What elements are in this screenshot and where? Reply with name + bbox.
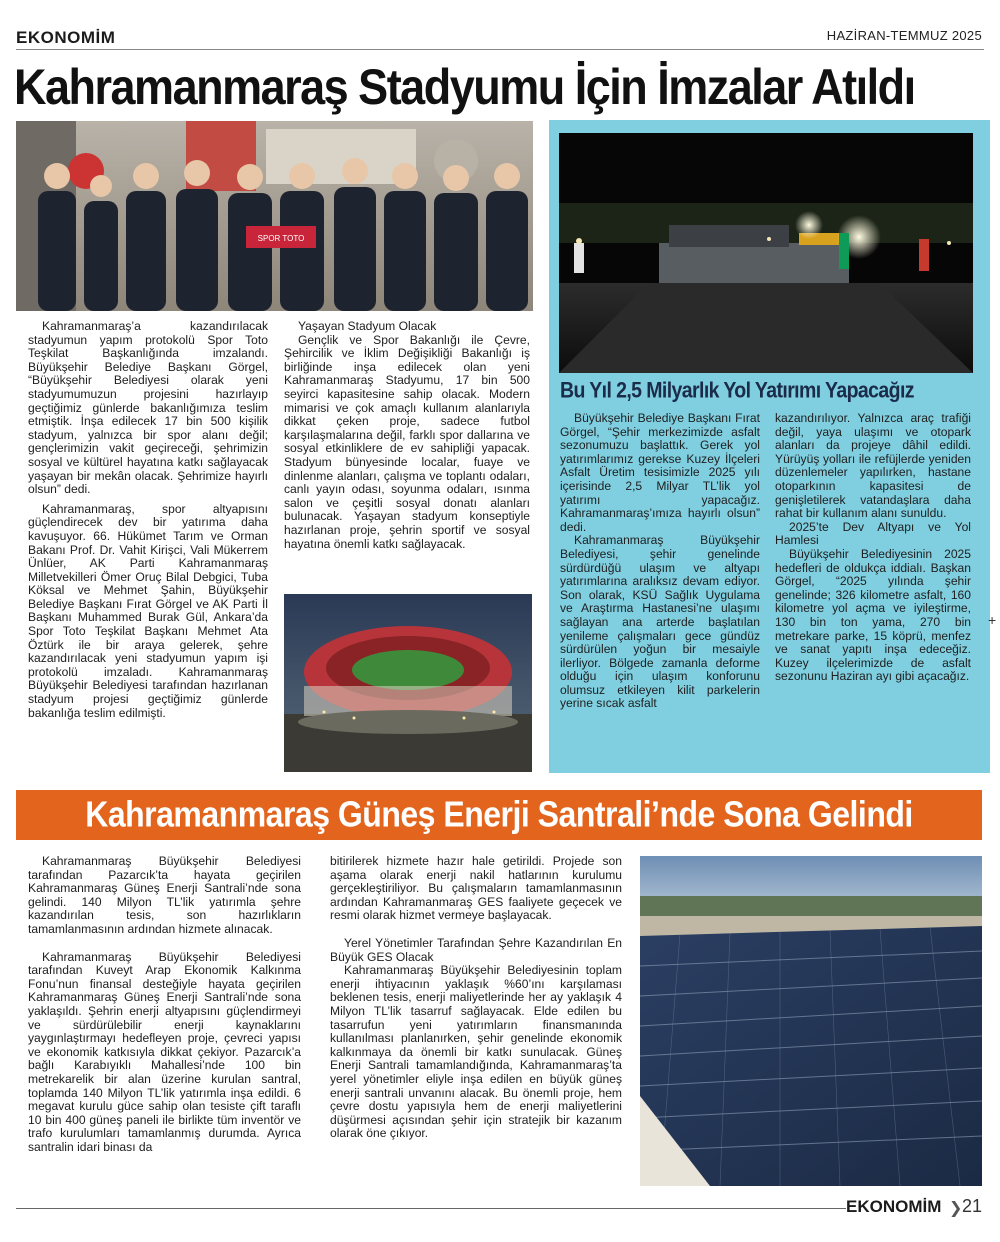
paragraph: Kahramanmaraş, spor altyapısını güçlendirecek dev bir yatırıma daha kavuşuyor. 66. Hükümet Tarım ve Orman Bakanı Prof. Dr. Vahit Kirişci, Vali Mükerrem Ünlüer, AK Parti Kahramanmaraş Milletvekilleri Ömer Oruç Bilal Debgici, Tuba Köksal ve Mehmet Şahin, Büyükşehir Belediye Başkanı Fırat Görgel ve AK Parti İl Başkanı Muhammed Burak Gül, Ankara’da Spor Toto Teşkilat Başkanı Mehmet Ata Öztürk ile bir araya gelerek, şehre kazandırılacak yeni stadyumun yapım işi protokolü imzaladı. Kahramanmaraş Büyükşehir Belediyesi tarafından hazırlanan stadyum projesi geçtiğimiz günlerde bakanlığa teslim edilmişti. bbox=[28, 501, 268, 720]
paragraph: Büyükşehir Belediyesinin 2025 hedefleri de oldukça iddialı. Başkan Görgel, “2025 yılında şehir genelinde; 326 kilometre asfalt, 160 kilometre yol açma ve iyileştirme, 130 bin ton yama, 270 bin metrekare parke, 15 köprü, menfez ve sanat yapıtı inşa edeceğiz. Kuzey ilçelerimizde de asfalt sezonunu Haziran ayı gibi açacağız. bbox=[775, 546, 971, 684]
article2-column1 bbox=[560, 412, 760, 711]
paragraph: Kahramanmaraş Büyükşehir Belediyesi, şehir genelinde sürdürdüğü ulaşım ve altyapı yatırımlarına aralıksız devam ediyor. Son olarak, KSÜ Sağlık Uygulama ve Araştırma Hastanesi’ne ulaşımı sağlayan ana arterde başlatılan yenileme çalışmaları gece gündüz sürdürülen yoğun bir mesaiyle ilerliyor. Bölgede zamanla deforme olduğu için ulaşım konforunu olumsuz etkileyen kilit parkelerin yerine sıcak asfalt bbox=[560, 533, 760, 711]
paragraph: Kahramanmaraş’a kazandırılacak stadyumun yapım protokolü Spor Toto Teşkilat Başkanlığında imzalandı. Büyükşehir Belediye Başkanı Görgel, “Büyükşehir Belediyesi olarak yeni stadyumumuzun projesini hazırlayıp geçtiğimiz günlerde bakanlığımıza teslim etmiştik. İnşa edilecek 17 bin 500 kişilik stadyum, yalnızca bir spor alanı değil; gençlerimizin vakit geçireceği, şehrimizin sosyal ve kültürel hayatına katkı sağlayacak yaşayan bir mekân olacak. Şehrimize hayırlı olsun” dedi. bbox=[28, 319, 268, 497]
header-divider bbox=[16, 49, 984, 50]
issue-date: HAZİRAN-TEMMUZ 2025 bbox=[826, 28, 982, 43]
paragraph: Kahramanmaraş Büyükşehir Belediyesinin toplam enerji ihtiyacının yaklaşık %60’ını karşılaması beklenen tesis, enerji maliyetlerinde her ay yaklaşık 4 Milyon TL’lik tasarruf sağlayacak. Elde edilen bu tasarrufun yeni yatırımların finansmanında kullanılması planlanırken, şehir genelinde ekonomik kalkınmaya da önemli bir katkı sunulacak. Güneş Enerji Santrali tamamlandığında, Kahramanmaraş’ta yerel yönetimler eliyle inşa edilen en büyük güneş enerji santrali unvanını alacak. Bu önemli proje, hem çevre dostu yapısıyla hem de enerji maliyetlerini düşürmesi açısından şehir için stratejik bir kazanım olarak öne çıkıyor. bbox=[330, 963, 622, 1141]
footer-section-label: EKONOMİM bbox=[846, 1197, 942, 1216]
paragraph: Büyükşehir Belediye Başkanı Fırat Görgel, “Şehir merkezimizde asfalt sezonumuzu başlattık. Gerek yol yatırımlarımız gerekse Kuzey İlçeleri Asfalt Üretim tesisimizle 2025 yılı içerisinde 2,5 Milyar TL’lik yol yatırımı yapacağız. Kahramanmaraş’ımıza hayırlı olsun” dedi. bbox=[560, 411, 760, 534]
article1-column2 bbox=[284, 320, 530, 551]
stadium-render-image bbox=[284, 594, 532, 772]
night-asphalt-photo bbox=[559, 133, 973, 373]
folder-logo-text: SPOR TOTO bbox=[257, 234, 305, 243]
article1-subheading: Yaşayan Stadyum Olacak bbox=[298, 319, 437, 333]
section-label: EKONOMİM bbox=[16, 28, 116, 47]
signing-ceremony-photo bbox=[16, 121, 533, 311]
solar-plant-headline: Kahramanmaraş Güneş Enerji Santrali’nde Sona Gelindi bbox=[85, 794, 913, 835]
main-headline: Kahramanmaraş Stadyumu İçin İmzalar Atıldı bbox=[14, 58, 915, 116]
article3-subheading: Yerel Yönetimler Tarafından Şehre Kazandırılan En Büyük GES Olacak bbox=[330, 935, 622, 964]
paragraph: Gençlik ve Spor Bakanlığı ile Çevre, Şehircilik ve İklim Değişikliği Bakanlığı iş birliğinde inşa edilecek olan yeni Kahramanmaraş Stadyumu, 17 bin 500 seyirci kapasitesine sahip olacak. Modern mimarisi ve çok amaçlı kullanım alanlarıyla dikkat çeken proje, sadece futbol karşılaşmalarına değil, farklı spor dallarına ve sosyal etkinliklere de ev sahipliği yapacak. Stadyum bünyesinde localar, fuaye ve dinlenme alanları, çalışma ve toplantı odaları, canlı yayın odası, soyunma odaları, ısınma salon ve çeşitli sosyal donatı alanları bulunacak. Yaşayan stadyum konseptiyle hazırlanan proje, şehrin sportif ve sosyal hayatına önemli katkı sağlayacak. bbox=[284, 332, 530, 551]
article1-column1 bbox=[28, 320, 268, 720]
crop-mark-icon: + bbox=[988, 612, 997, 628]
article3-column1 bbox=[28, 855, 301, 1154]
solar-plant-banner bbox=[16, 790, 982, 840]
article2-subheading: 2025’te Dev Altyapı ve Yol Hamlesi bbox=[775, 519, 971, 548]
chevron-right-icon: ❯ bbox=[949, 1200, 963, 1217]
page-number: 21 bbox=[962, 1196, 983, 1216]
paragraph: Kahramanmaraş Büyükşehir Belediyesi tarafından Pazarcık’ta hayata geçirilen Kahramanmaraş Güneş Enerji Santrali’nde sona gelindi. 140 Milyon TL’lik yatırımla şehre kazandırılan tesis, son hazırlıkların tamamlanmasının ardından hizmete alınacak. bbox=[28, 854, 301, 936]
road-investment-headline: Bu Yıl 2,5 Milyarlık Yol Yatırımı Yapacağız bbox=[560, 378, 914, 404]
article2-column2 bbox=[775, 412, 971, 684]
paragraph: Kahramanmaraş Büyükşehir Belediyesi tarafından Kuveyt Arap Ekonomik Kalkınma Fonu’nun finansal desteğiyle hayata geçirilen Kahramanmaraş Güneş Enerji Santrali’nde sona yaklaşıldı. Şehrin enerji altyapısını güçlendirmeyi ve sürdürülebilir enerji kaynaklarını yaygınlaştırmayı hedefleyen proje, çevreci yapısı ve ekonomik katkısıyla dikkat çekiyor. Pazarcık’a bağlı Karabıyıklı Mahallesi’nde 100 bin metrekarelik bir alan üzerine kurulan santral, toplamda 140 Milyon TL’lik yatırımla inşa edildi. 6 megavat kurulu güce sahip olan tesiste çift taraflı 10 bin 400 güneş paneli ile birlikte tüm inventör ve trafo kurulumları tamamlanmış durumda. Ayrıca santralin idari binası da bbox=[28, 949, 301, 1154]
footer-divider bbox=[16, 1208, 846, 1209]
solar-panels-photo bbox=[640, 856, 982, 1186]
paragraph: bitirilerek hizmete hazır hale getirildi. Projede son aşama olarak enerji nakil hatlarının kurulumu gerçekleştiriliyor. Bu çalışmaların tamamlanmasının ardından Kahramanmaraş GES faaliyete geçecek ve resmi olarak hizmet vermeye başlayacak. bbox=[330, 854, 622, 923]
article3-column2 bbox=[330, 855, 622, 1141]
paragraph: kazandırılıyor. Yalnızca araç trafiği değil, yaya ulaşımı ve otopark alanları da projeye dâhil edildi. Yürüyüş yolları ile refüjlerde yeniden düzenlemeler yapılırken, hastane otoparkının kapasitesi de genişletilerek vatandaşlara daha rahat bir kullanım alanı sunuldu. bbox=[775, 411, 971, 521]
